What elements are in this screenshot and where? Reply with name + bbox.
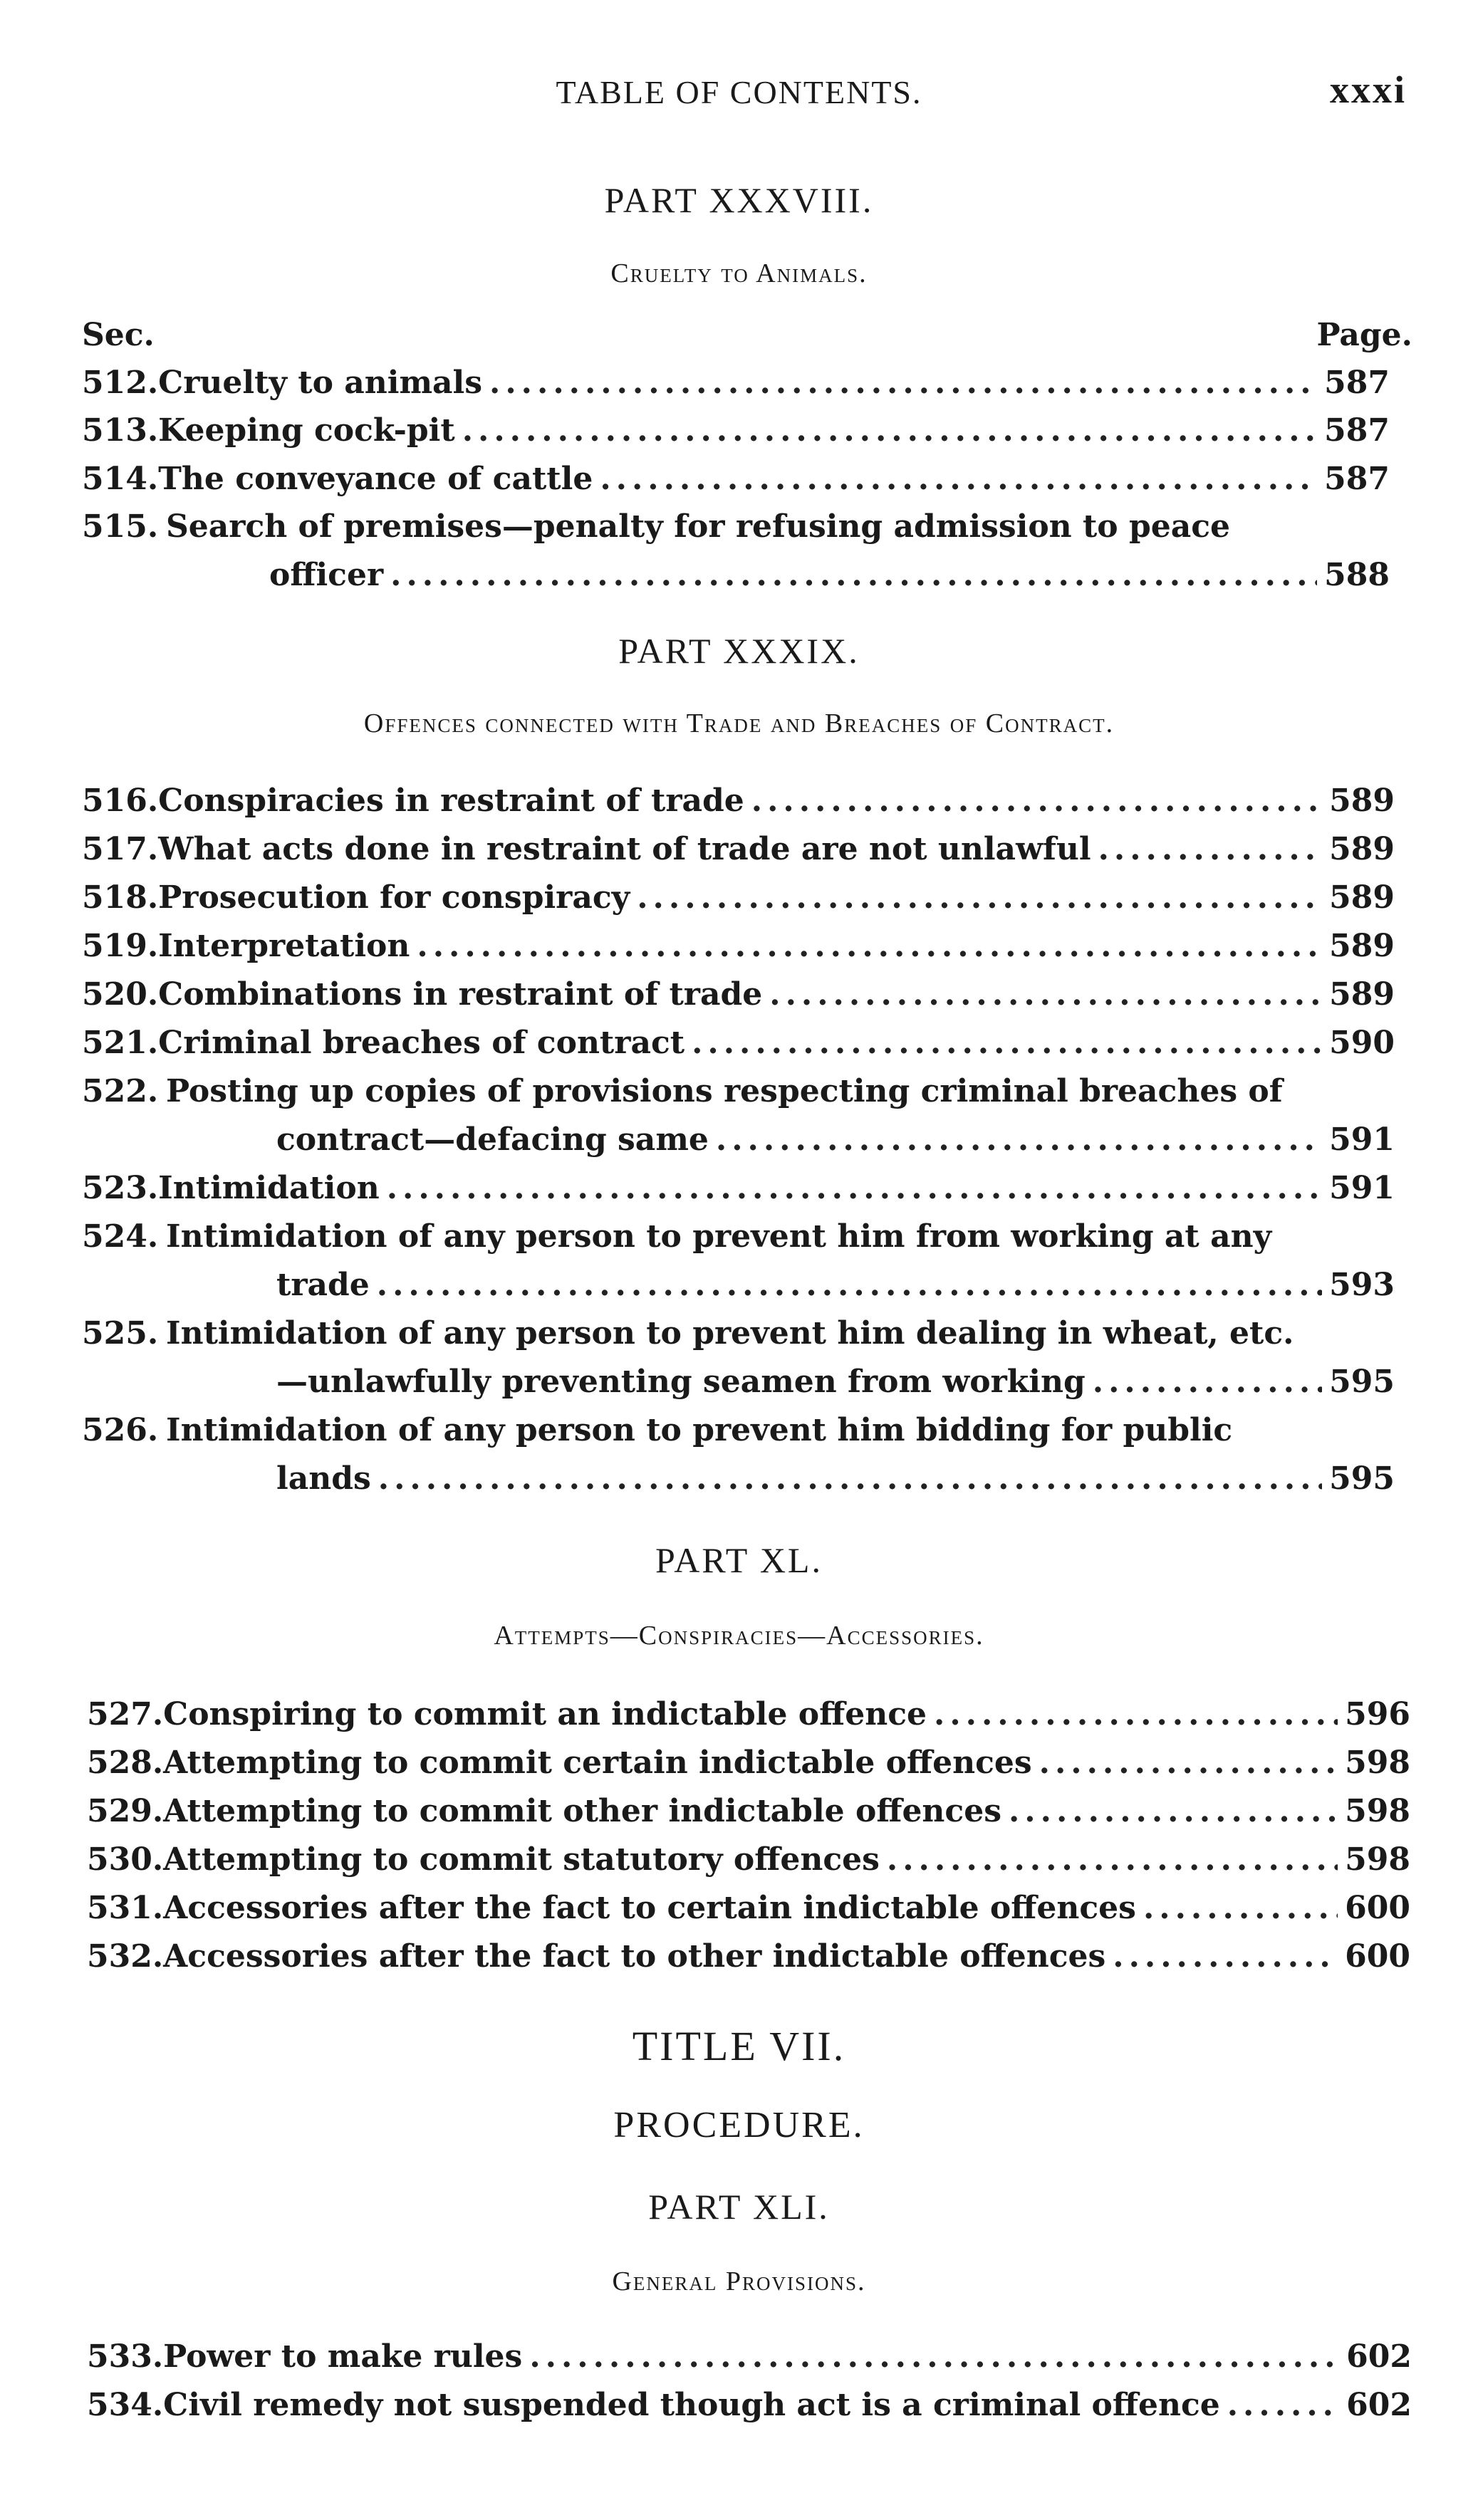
page-ref: 595 <box>1329 1364 1395 1400</box>
dot-leader <box>378 1458 1322 1500</box>
section-number: 515. <box>82 508 159 545</box>
section-number: 534. <box>87 2387 164 2423</box>
toc-line <box>82 1409 1232 1452</box>
entry-text: Civil remedy not suspended though act is a criminal offence <box>163 2387 1220 2423</box>
toc-line-continued <box>276 1458 1395 1500</box>
entry-text: Prosecution for conspiracy <box>158 879 630 916</box>
entry-text: Interpretation <box>158 928 410 964</box>
page-ref: 589 <box>1329 928 1395 964</box>
page-ref: 596 <box>1345 1696 1410 1732</box>
title-7-heading: TITLE VII. <box>632 2023 846 2069</box>
dot-leader <box>637 877 1322 919</box>
entry-text: Conspiracies in restraint of trade <box>158 783 744 819</box>
toc-line <box>82 1215 1271 1258</box>
section-number: 520. <box>82 976 159 1013</box>
entry-text: Posting up copies of provisions respecting criminal breaches of <box>166 1073 1283 1109</box>
page-ref: 591 <box>1329 1170 1395 1206</box>
entry-text-continued: officer <box>269 557 384 593</box>
toc-line <box>87 1742 1410 1784</box>
dot-leader <box>887 1839 1338 1881</box>
toc-line <box>82 362 1390 404</box>
toc-line <box>82 409 1390 452</box>
section-number: 530. <box>87 1841 164 1878</box>
dot-leader <box>934 1693 1338 1736</box>
page-ref: 587 <box>1324 365 1390 401</box>
toc-line <box>87 1790 1410 1833</box>
entry-text: Attempting to commit certain indictable offences <box>163 1745 1032 1781</box>
section-number: 527. <box>87 1696 164 1732</box>
column-head-page: Page. <box>1316 317 1412 353</box>
toc-line <box>82 506 1230 548</box>
section-number: 521. <box>82 1025 159 1061</box>
page-ref: 598 <box>1345 1745 1410 1781</box>
entry-text: Intimidation of any person to prevent him from working at any <box>166 1218 1272 1255</box>
section-number: 513. <box>82 412 159 449</box>
dot-leader <box>1098 828 1323 871</box>
section-number: 524. <box>82 1218 159 1255</box>
section-number: 528. <box>87 1745 164 1781</box>
page-ref: 593 <box>1329 1267 1395 1303</box>
page-ref: 602 <box>1346 2387 1412 2423</box>
dot-leader <box>600 458 1317 501</box>
toc-line <box>82 458 1390 501</box>
part-40-subtitle: Attempts—Conspiracies—Accessories. <box>494 1621 984 1651</box>
toc-line <box>87 1935 1410 1978</box>
dot-leader <box>1143 1887 1338 1930</box>
page-ref: 587 <box>1324 461 1390 497</box>
section-number: 526. <box>82 1412 159 1448</box>
entry-text: Keeping cock-pit <box>158 412 455 449</box>
dot-leader <box>489 362 1317 404</box>
toc-line-continued <box>276 1361 1395 1403</box>
part-41-subtitle: General Provisions. <box>612 2267 866 2296</box>
toc-line <box>82 1070 1283 1113</box>
part-38-title: PART XXXVIII. <box>604 180 874 220</box>
dot-leader <box>390 554 1317 597</box>
page-ref: 589 <box>1329 879 1395 916</box>
entry-text-continued: lands <box>276 1460 371 1497</box>
dot-leader <box>529 2336 1339 2378</box>
entry-text: Intimidation of any person to prevent him dealing in wheat, etc. <box>166 1315 1294 1352</box>
page-ref: 590 <box>1329 1025 1395 1061</box>
section-number: 532. <box>87 1938 164 1975</box>
entry-text: What acts done in restraint of trade are not unlawful <box>158 831 1091 867</box>
dot-leader <box>377 1264 1322 1307</box>
entry-text: Intimidation of any person to prevent him bidding for public <box>166 1412 1233 1448</box>
section-number: 533. <box>87 2338 164 2375</box>
page-ref: 600 <box>1345 1890 1410 1926</box>
toc-line <box>82 1167 1395 1210</box>
toc-line <box>82 973 1395 1016</box>
page-ref: 600 <box>1345 1938 1410 1975</box>
entry-text: Criminal breaches of contract <box>158 1025 685 1061</box>
entry-text: Accessories after the fact to other indictable offences <box>163 1938 1106 1975</box>
page-ref: 587 <box>1324 412 1390 449</box>
section-number: 514. <box>82 461 159 497</box>
page-ref: 589 <box>1329 976 1395 1013</box>
toc-line <box>87 2384 1412 2427</box>
dot-leader <box>692 1022 1322 1065</box>
section-number: 518. <box>82 879 159 916</box>
dot-leader <box>1093 1361 1322 1403</box>
dot-leader <box>417 925 1322 968</box>
page-ref: 588 <box>1324 557 1390 593</box>
section-number: 522. <box>82 1073 159 1109</box>
dot-leader <box>1227 2384 1339 2427</box>
toc-line <box>87 1839 1410 1881</box>
toc-line <box>87 1693 1410 1736</box>
page-ref: 595 <box>1329 1460 1395 1497</box>
page-ref: 602 <box>1346 2338 1412 2375</box>
section-number: 516. <box>82 783 159 819</box>
entry-text: Search of premises—penalty for refusing admission to peace <box>166 508 1231 545</box>
dot-leader <box>1113 1935 1338 1978</box>
running-title: TABLE OF CONTENTS. <box>556 74 922 110</box>
page-ref: 589 <box>1329 783 1395 819</box>
entry-text: Power to make rules <box>163 2338 523 2375</box>
entry-text: Attempting to commit statutory offences <box>163 1841 880 1878</box>
toc-line-continued <box>276 1264 1395 1307</box>
toc-line <box>82 925 1395 968</box>
section-number: 525. <box>82 1315 159 1352</box>
entry-text-continued: —unlawfully preventing seamen from working <box>276 1364 1086 1400</box>
dot-leader <box>769 973 1322 1016</box>
dot-leader <box>1009 1790 1338 1833</box>
toc-line <box>82 1312 1294 1355</box>
section-number: 523. <box>82 1170 159 1206</box>
toc-line <box>82 877 1395 919</box>
dot-leader <box>387 1167 1322 1210</box>
title-7-subtitle: PROCEDURE. <box>613 2105 865 2145</box>
part-41-title: PART XLI. <box>648 2187 830 2227</box>
part-40-title: PART XL. <box>655 1540 823 1580</box>
column-head-section: Sec. <box>82 317 155 353</box>
section-number: 529. <box>87 1793 164 1829</box>
toc-line <box>82 780 1395 822</box>
entry-text: Intimidation <box>158 1170 380 1206</box>
page-ref: 598 <box>1345 1841 1410 1878</box>
dot-leader <box>751 780 1322 822</box>
entry-text: Accessories after the fact to certain indictable offences <box>163 1890 1136 1926</box>
section-number: 531. <box>87 1890 164 1926</box>
running-head <box>0 68 1478 117</box>
toc-line <box>82 828 1395 871</box>
entry-text: Combinations in restraint of trade <box>158 976 763 1013</box>
page-ref: 589 <box>1329 831 1395 867</box>
dot-leader <box>1039 1742 1338 1784</box>
entry-text: Conspiring to commit an indictable offence <box>163 1696 927 1732</box>
toc-line <box>87 1887 1410 1930</box>
entry-text: Cruelty to animals <box>158 365 483 401</box>
page-ref: 598 <box>1345 1793 1410 1829</box>
entry-text: The conveyance of cattle <box>158 461 593 497</box>
toc-line <box>82 1022 1395 1065</box>
entry-text-continued: contract—defacing same <box>276 1122 709 1158</box>
part-39-subtitle: Offences connected with Trade and Breaches of Contract. <box>363 709 1115 738</box>
section-number: 512. <box>82 365 159 401</box>
page-number: xxxi <box>1329 68 1407 111</box>
entry-text: Attempting to commit other indictable offences <box>163 1793 1001 1829</box>
part-39-title: PART XXXIX. <box>618 631 860 671</box>
page-ref: 591 <box>1329 1122 1395 1158</box>
toc-line <box>87 2336 1412 2378</box>
section-number: 519. <box>82 928 159 964</box>
entry-text-continued: trade <box>276 1267 370 1303</box>
dot-leader <box>462 409 1317 452</box>
dot-leader <box>716 1119 1322 1161</box>
toc-line-continued <box>269 554 1390 597</box>
section-number: 517. <box>82 831 159 867</box>
part-38-subtitle: Cruelty to Animals. <box>610 258 868 288</box>
toc-line-continued <box>276 1119 1395 1161</box>
